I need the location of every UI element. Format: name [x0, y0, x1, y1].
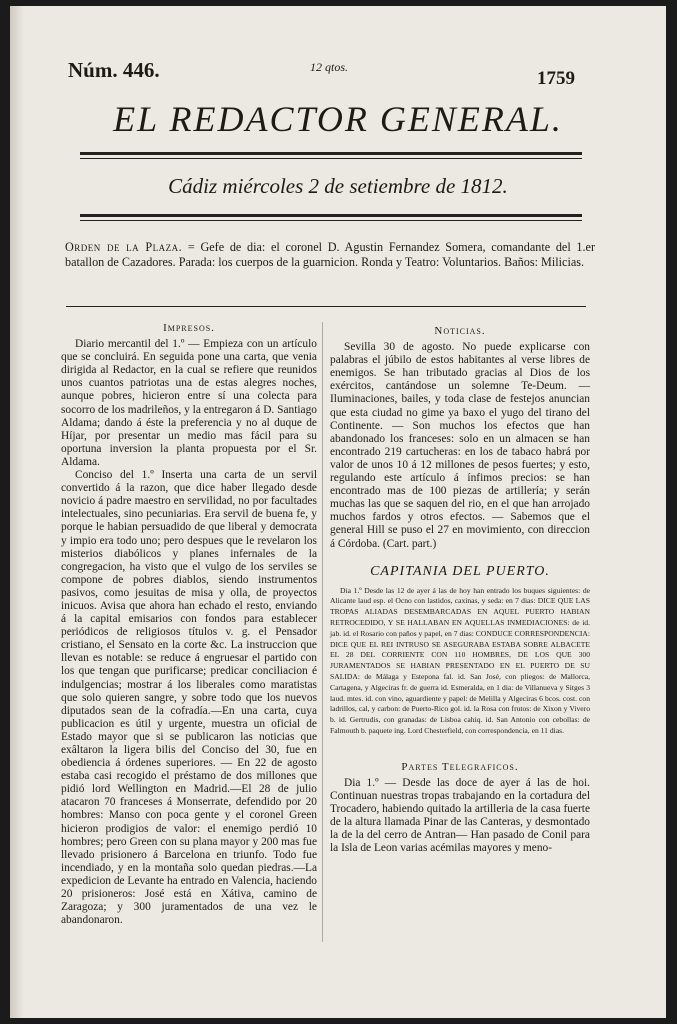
sevilla-paragraph: Sevilla 30 de agosto. No puede explicarse con palabras el júbilo de estos habitantes al verse libres de enemigos. Se han tributado gracias al Dios de los exércitos, cantándose un solemne Te-Deum. — Iluminaciones, bailes, y toda clase de festejos anuncian que esta ciudad no gime ya baxo el yugo del tirano del Continente. — Son muchos los efectos que han abandonado los franceses: solo en un almacen se han encontrado 219 cartucheras: en los de tabaco habrá por valor de unos 10 á 12 millones de pesos fuertes; y esto, regulando este artículo á ínfimos precios: se han encontrado mas de 100 piezas de artillería; y serán muchas las que se saquen del rio, en el que han arrojado muchos fardos y otros efectos. — Sabemos que el general Hill se puso el 27 en movimiento, con direccion á Córdoba. (Cart. part.) [330, 341, 590, 550]
date-rule-thin [80, 220, 582, 221]
partes-paragraph: Dia 1.º — Desde las doce de ayer á las de hoi. Continuan nuestras tropas trabajando en la cortadura del Trocadero, habiendo quitado la artilleria de la casa fuerte de la altura llamada Pinar de las Canteras, y desmontado la de la del cerro de Antran— Han pasado de Conil para la Isla de Leon varias acémilas mayores y meno- [330, 776, 590, 855]
section-rule [66, 306, 586, 307]
issue-price: 12 qtos. [310, 60, 349, 74]
orden-text: = Gefe de dia: el coronel D. Agustin Fernandez Somera, comandante del 1.er batallon de Cazadores. Parada: los cuerpos de la guarnicion. Ronda y Teatro: Voluntarios. Baños: Milicias. [65, 240, 596, 269]
capitania-section [330, 586, 590, 737]
right-column [330, 325, 590, 856]
binding-gutter [10, 6, 24, 1018]
orden-de-la-plaza [65, 240, 595, 270]
newspaper-title: EL REDACTOR GENERAL. [113, 99, 563, 139]
newspaper-page [10, 6, 666, 1018]
dateline: Cádiz miércoles 2 de setiembre de 1812. [168, 174, 508, 198]
impresos-heading: Impresos. [163, 322, 215, 334]
capitania-heading: CAPITANIA DEL PUERTO. [370, 563, 550, 579]
partes-telegraficos-heading: Partes Telegraficos. [401, 760, 519, 773]
capitania-paragraph: Dia 1.º Desde las 12 de ayer á las de hoy han entrado los buques siguientes: de Alicante laud esp. el Ocno con lastidos, caxinas, y seda: en 7 dias: DICE QUE LAS TROPAS ALIADAS DESEMBARCADAS EN AQUEL PUERTO HABIAN RETROCEDIDO, Y SE HALLABAN EN AQUELLAS INMEDIACIONES: de id. jab. id. el Rosario con paños y papel, en 7 dias: CONDUCE CORRESPONDENCIA: DICE QUE EL REI INTRUSO SE ASEGURABA ESTABA SOBRE ALBACETE EL 28 DEL CORRIENTE CON 110 HOMBRES, DE LOS QUE 300 JURAMENTADOS SE HABIAN PRESENTADO EN EL PUERTO DE SU SALIDA: de Málaga y Estepona fal. id. San José, con pliegos: de Mallorca, Cartagena, y Algeciras fr. de guerra id. Esmeralda, en 1 dia: de Villanueva y Sitges 3 laud. mtes. id. con vino, aguardiente y papel: de Melilla y Algeciras 6 bcos. cost. con ladrillos, cal, y carbon: de Puerto-Rico gol. id. la Rosa con frutos: de Xixon y Vivero b. id. Gertrudis, con granadas: de Lisboa cahiq. id. San Antonio con cebollas: de Falmouth b. paquete ing. Lord Chesterfield, con correspondencia, en 11 dias. [330, 585, 590, 736]
top-rule-thin [80, 158, 582, 159]
conciso-paragraph: Conciso del 1.º Inserta una carta de un servil convertido á la razon, que dice haber llegado desde novicio á padre maestro en servilidad, no por facultades intelectuales, sino pecuniarias. Era servil de buena fe, y porque le habian persuadido de que liberal y democrata y impio era todo uno; pero despues que le revelaron los misterios diabólicos y planes infernales de la congregacion, ha visto que el vulgo de los serviles se compone de pobres diablos, siendo instrumentos pasivos, como jesuitas de misa y olla, de proyectos inicuos. Avisa que ahora han echado el resto, enviando á la capital emisarios con fondos para establecer periódicos de religiosos títulos v. g. el Pensador cristiano, el Sensato en la corte &c. La instruccion que llevan es notable: se reduce á engruesar el partido con los que tengan que purificarse; predicar conciliacion é indulgencias; mostrar á los liberales como maratistas que solo quieren sangre, y sobre todo que los nuevos diputados sean de la cofradía.—En una carta, cuya publicacion es útil y urgente, muestra un oficial de Estado mayor que si se publicaron las noticias que exâltaron la ligera bilis del Conciso del 30, fue en obediencia á órdenes superiores. — En 22 de agosto estaba casi recogido el préstamo de dos millones que pidió lord Wellington en Madrid.—El 28 de julio atacaron 70 franceses á Monserrate, defendido por 20 hombres: Manso con poca gente y el coronel Green hicieron prodigios de valor: el enemigo perdió 10 hombres; pero Green con su plana mayor y 200 mas fue llevado prisionero á Barcelona en triunfo. Todo fue incendiado, y en la montaña solo quedan piedras.—La expedicion de Levante ha entrado en Valencia, haciendo 20 prisioneros: José está en Xátiva, camino de Zaragoza; y 300 juramentados de una vez le abandonaron. [61, 469, 317, 927]
diario-mercantil-paragraph: Diario mercantil del 1.º — Empieza con un artículo que se concluirá. En seguida pone una carta, que venia dirigida al Redactor, en la cual se refiere que reunidos unos cuantos patriotas una de estas alegres noches, aunque pobres, hicieron entre sí una colecta para socorro de los madrileños, y la entregaron á D. Santiago Aldama; dando á éste la preferencia y no al duque de Híjar, por presentar un medio mas fácil para su oportuna inversion la planta propuesta por el Sr. Aldama. [61, 338, 317, 468]
top-rule-thick [80, 152, 582, 155]
issue-number: Núm. 446. [68, 58, 160, 82]
page-number: 1759 [537, 68, 575, 89]
column-divider [322, 322, 323, 942]
noticias-heading: Noticias. [434, 325, 486, 337]
orden-label: Orden de la Plaza. [65, 240, 183, 254]
date-rule-thick [80, 214, 582, 217]
left-column [61, 322, 317, 927]
